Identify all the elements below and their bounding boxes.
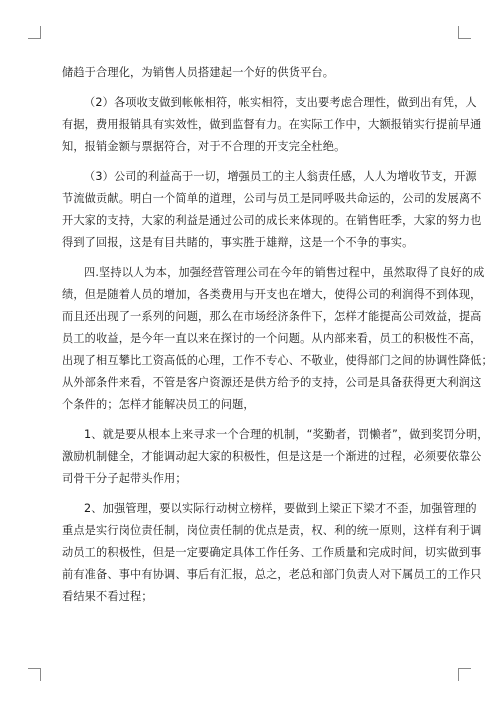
text-line: （3）公司的利益高于一切，增强员工的主人翁责任感，人人为增收节支，开源 — [84, 170, 477, 183]
text-line: 个条件的；怎样才能解决员工的问题， — [62, 398, 255, 411]
text-line: 而且还出现了一系列的问题，那么在市场经济条件下，怎样才能提高公司效益，提高 — [62, 310, 482, 323]
text-line: 员工的收益，是今年一直以来在探讨的一个问题。从内部来看，员工的积极性不高， — [62, 332, 482, 345]
text-line: 司骨干分子起带头作用； — [62, 472, 187, 485]
text-line: 四.坚持以人为本，加强经营管理公司在今年的销售过程中，虽然取得了良好的成 — [84, 266, 485, 279]
text-line: 1、就是要从根本上来寻求一个合理的机制，“奖勤者，罚懒者”，做到奖罚分明， — [84, 428, 489, 441]
text-line: 绩，但是随着人员的增加，各类费用与开支也在增大，使得公司的利润得不到体现， — [62, 288, 482, 301]
text-line: 2、加强管理，要以实际行动树立榜样，要做到上梁正下梁才不歪，加强管理的 — [84, 502, 477, 515]
text-line: 重点是实行岗位责任制，岗位责任制的优点是责，权、利的统一原则，这样有利于调 — [62, 524, 482, 537]
crop-mark-bottom-left — [28, 668, 41, 681]
crop-mark-top-right — [458, 26, 471, 39]
text-line: 出现了相互攀比工资高低的心理，工作不专心、不敬业，使得部门之间的协调性降低； — [62, 354, 493, 367]
text-line: 得到了回报，这是有目共睹的，事实胜于雄辩，这是一个不争的事实。 — [62, 236, 414, 249]
text-line: 看结果不看过程； — [62, 590, 153, 603]
crop-mark-top-left — [28, 26, 41, 39]
crop-mark-bottom-right — [458, 668, 471, 681]
text-line: 从外部条件来看，不管是客户资源还是供方给予的支持，公司是具备获得更大利润这 — [62, 376, 482, 389]
text-line: 储趋于合理化，为销售人员搭建起一个好的供货平台。 — [62, 66, 335, 79]
text-line: 开大家的支持，大家的利益是通过公司的成长来体现的。在销售旺季，大家的努力也 — [62, 214, 482, 227]
text-line: 前有准备、事中有协调、事后有汇报，总之，老总和部门负责人对下属员工的工作只 — [62, 568, 482, 581]
text-line: 节流做贡献。明白一个简单的道理，公司与员工是同呼吸共命运的，公司的发展离不 — [62, 192, 482, 205]
text-line: 有据，费用报销具有实效性，做到监督有力。在实际工作中，大额报销实行提前早通 — [62, 118, 482, 131]
text-line: 知，报销金额与票据符合，对于不合理的开支完全杜绝。 — [62, 140, 346, 153]
text-line: 激励机制健全，才能调动起大家的积极性，但是这是一个渐进的过程，必须要依靠公 — [62, 450, 482, 463]
text-line: （2）各项收支做到帐帐相符，帐实相符，支出要考虑合理性，做到出有凭，人 — [84, 96, 477, 109]
text-line: 动员工的积极性，但是一定要确定具体工作任务、工作质量和完成时间，切实做到事 — [62, 546, 482, 559]
